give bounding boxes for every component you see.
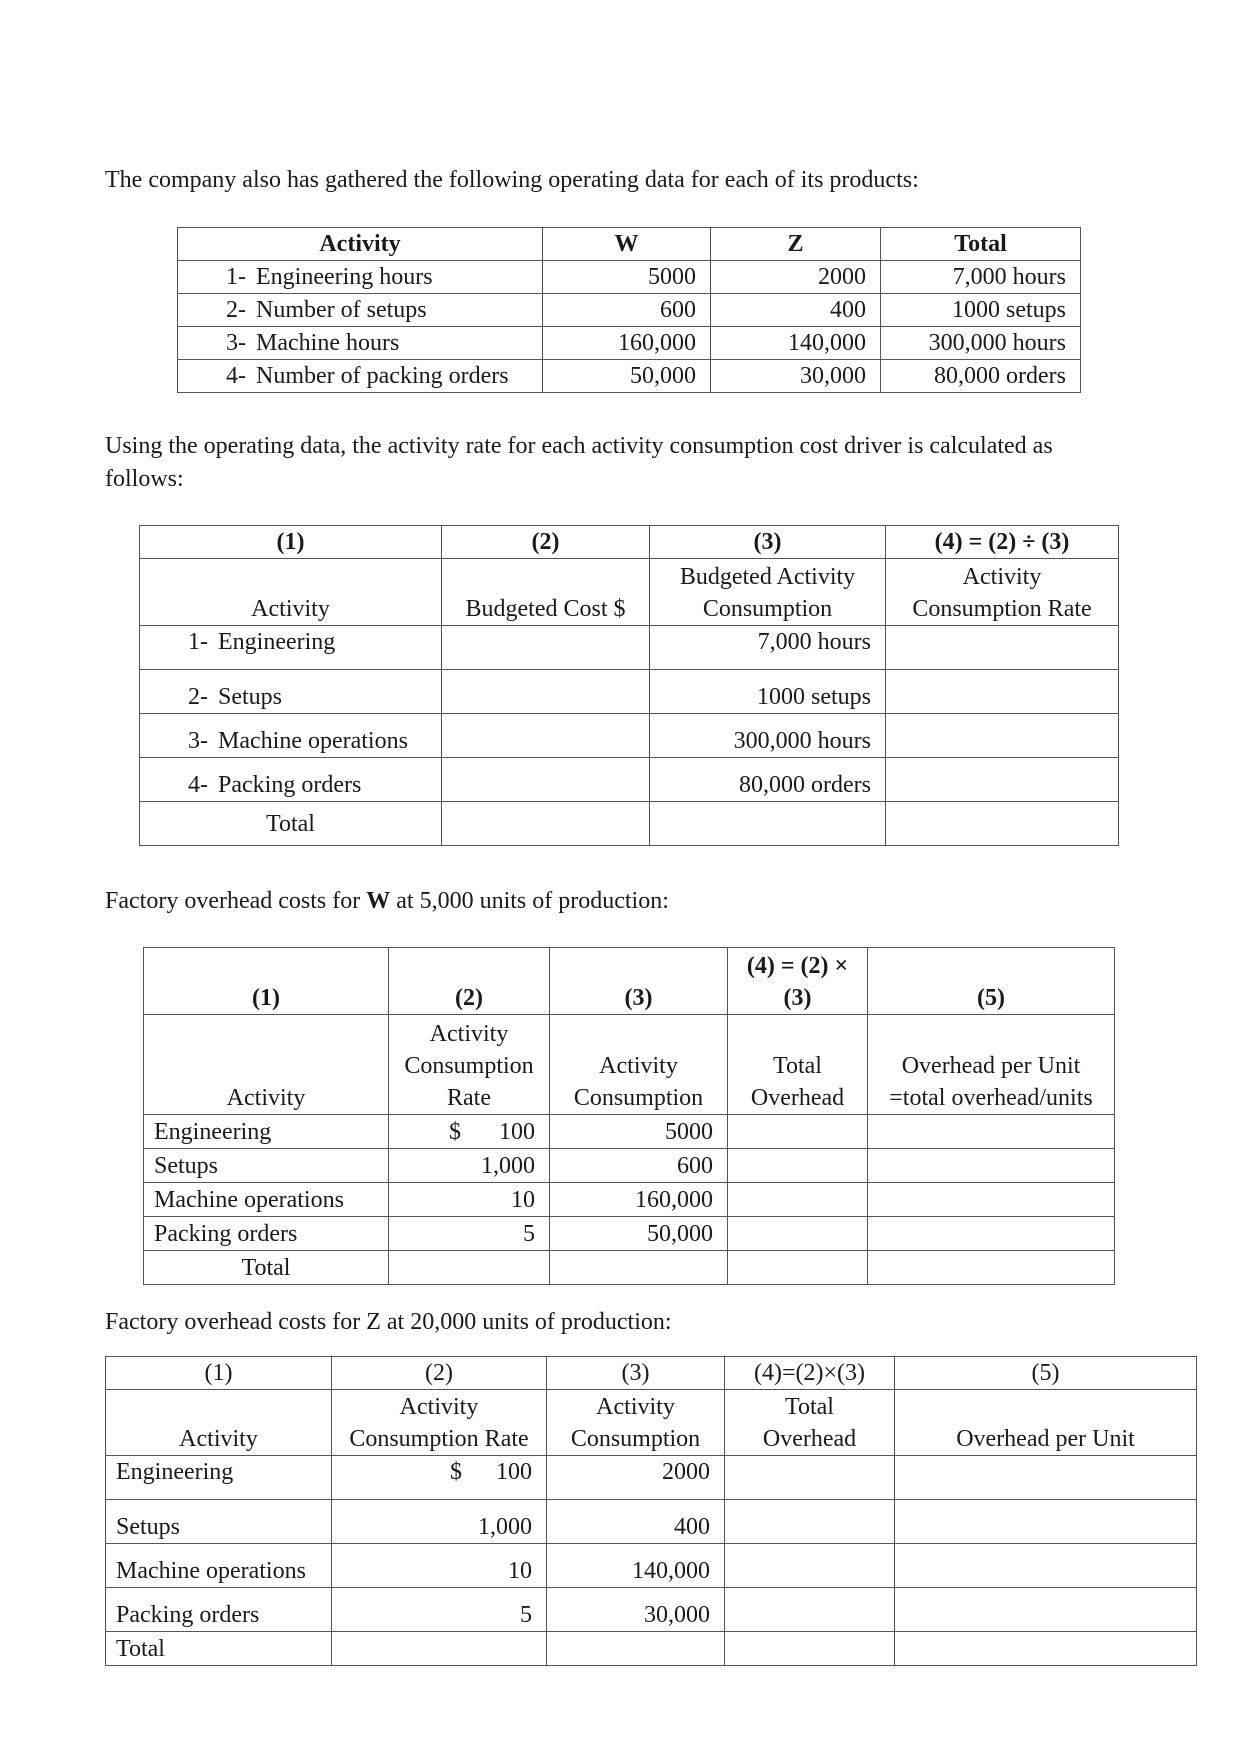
rate-value: 5: [389, 1217, 550, 1251]
rate-cell: [886, 626, 1119, 670]
total-label: Total: [140, 802, 442, 846]
table-row: [144, 1115, 1115, 1149]
header-rate: Activity Consumption Rate: [332, 1390, 547, 1456]
rate-value: 1,000: [389, 1149, 550, 1183]
row-number: 2-: [188, 684, 208, 710]
consumption-value: 300,000 hours: [650, 714, 886, 758]
activity-name: Engineering hours: [256, 264, 433, 290]
table-row: [106, 1632, 1197, 1666]
activity-name: Setups: [106, 1500, 332, 1544]
activity-name: Machine operations: [218, 728, 408, 754]
row-number: 4-: [188, 772, 208, 798]
z-heading: Factory overhead costs for Z at 20,000 units of production:: [105, 1309, 672, 1335]
row-number: 1-: [226, 264, 246, 290]
consumption-value: 600: [550, 1149, 728, 1183]
header-consumption-rate: Activity Consumption Rate: [886, 559, 1119, 626]
activity-name: Packing orders: [218, 772, 362, 798]
z-value: 2000: [711, 261, 881, 294]
consumption-value: 2000: [547, 1456, 725, 1500]
total-label: Total: [144, 1251, 389, 1285]
header-consumption: Activity Consumption: [550, 1015, 728, 1115]
col-num-2: (2): [442, 526, 650, 559]
header-overhead-per-unit: Overhead per Unit =total overhead/units: [868, 1015, 1115, 1115]
col-num-5: (5): [895, 1357, 1197, 1390]
activity-name: Machine operations: [144, 1183, 389, 1217]
w-value: 600: [543, 294, 711, 327]
activity-name: Setups: [218, 684, 283, 710]
w-value: 5000: [543, 261, 711, 294]
header-w: W: [543, 228, 711, 261]
table-row: [140, 670, 1119, 714]
table-row: [178, 294, 1081, 327]
budgeted-cost-cell: [442, 758, 650, 802]
rate-value: 5: [332, 1588, 547, 1632]
table-row: [144, 1149, 1115, 1183]
header-total-overhead: Total Overhead: [728, 1015, 868, 1115]
rate-value: $ 100: [389, 1115, 550, 1149]
row-number: 2-: [226, 297, 246, 323]
w-heading: Factory overhead costs for W at 5,000 units of production:: [105, 888, 669, 914]
rate-intro-line2: follows:: [105, 466, 184, 492]
col-num-1: (1): [144, 948, 389, 1015]
header-rate: Activity Consumption Rate: [389, 1015, 550, 1115]
rate-cell: [886, 758, 1119, 802]
activity-name: Engineering: [106, 1456, 332, 1500]
row-number: 1-: [188, 629, 208, 655]
col-num-4: (4)=(2)×(3): [725, 1357, 895, 1390]
col-num-3: (3): [550, 948, 728, 1015]
header-activity: Activity: [178, 228, 543, 261]
budgeted-cost-cell: [442, 670, 650, 714]
row-number: 4-: [226, 363, 246, 389]
consumption-value: 160,000: [550, 1183, 728, 1217]
col-num-4: (4) = (2) × (3): [728, 948, 868, 1015]
row-number: 3-: [188, 728, 208, 754]
operating-data-table: [177, 227, 1081, 393]
consumption-value: 7,000 hours: [650, 626, 886, 670]
activity-name: Setups: [144, 1149, 389, 1183]
header-total-overhead: Total Overhead: [725, 1390, 895, 1456]
activity-name: Packing orders: [144, 1217, 389, 1251]
col-num-5: (5): [868, 948, 1115, 1015]
col-num-4: (4) = (2) ÷ (3): [886, 526, 1119, 559]
z-value: 140,000: [711, 327, 881, 360]
table-row: [144, 1251, 1115, 1285]
table-row: [106, 1456, 1197, 1500]
header-z: Z: [711, 228, 881, 261]
overhead-w-table: [143, 947, 1115, 1285]
header-budgeted-cost: Budgeted Cost $: [442, 559, 650, 626]
rate-cell: [886, 714, 1119, 758]
table-row: [144, 1217, 1115, 1251]
table-row: [140, 626, 1119, 670]
header-activity: Activity: [106, 1390, 332, 1456]
activity-name: Engineering: [218, 629, 336, 655]
col-num-2: (2): [389, 948, 550, 1015]
header-total: Total: [881, 228, 1081, 261]
col-num-3: (3): [650, 526, 886, 559]
activity-rate-table: [139, 525, 1119, 846]
consumption-value: 400: [547, 1500, 725, 1544]
table-row: [144, 1183, 1115, 1217]
intro-text: The company also has gathered the following operating data for each of its products:: [105, 167, 919, 193]
total-value: 1000 setups: [881, 294, 1081, 327]
table-row: [140, 758, 1119, 802]
overhead-z-table: [105, 1356, 1197, 1666]
table-row: [140, 714, 1119, 758]
table-row: [106, 1588, 1197, 1632]
rate-value: $ 100: [332, 1456, 547, 1500]
budgeted-cost-cell: [442, 714, 650, 758]
header-activity: Activity: [140, 559, 442, 626]
w-value: 50,000: [543, 360, 711, 393]
activity-name: Engineering: [144, 1115, 389, 1149]
consumption-value: 80,000 orders: [650, 758, 886, 802]
col-num-1: (1): [140, 526, 442, 559]
table-row: [106, 1500, 1197, 1544]
table-row: [178, 261, 1081, 294]
activity-name: Packing orders: [106, 1588, 332, 1632]
table-row: [140, 802, 1119, 846]
z-value: 30,000: [711, 360, 881, 393]
consumption-value: 140,000: [547, 1544, 725, 1588]
header-budgeted-consumption: Budgeted Activity Consumption: [650, 559, 886, 626]
consumption-value: 50,000: [550, 1217, 728, 1251]
total-value: 7,000 hours: [881, 261, 1081, 294]
col-num-1: (1): [106, 1357, 332, 1390]
rate-value: 10: [389, 1183, 550, 1217]
rate-cell: [886, 670, 1119, 714]
z-value: 400: [711, 294, 881, 327]
header-consumption: Activity Consumption: [547, 1390, 725, 1456]
table-row: [106, 1544, 1197, 1588]
budgeted-cost-cell: [442, 626, 650, 670]
total-value: 80,000 orders: [881, 360, 1081, 393]
rate-value: 1,000: [332, 1500, 547, 1544]
rate-value: 10: [332, 1544, 547, 1588]
consumption-value: 30,000: [547, 1588, 725, 1632]
activity-name: Number of packing orders: [256, 363, 509, 389]
w-value: 160,000: [543, 327, 711, 360]
row-number: 3-: [226, 330, 246, 356]
activity-name: Machine hours: [256, 330, 400, 356]
rate-intro-line1: Using the operating data, the activity rate for each activity consumption cost driver is calculated as: [105, 433, 1053, 459]
table-row: [178, 327, 1081, 360]
col-num-3: (3): [547, 1357, 725, 1390]
activity-name: Number of setups: [256, 297, 427, 323]
header-overhead-per-unit: Overhead per Unit: [895, 1390, 1197, 1456]
col-num-2: (2): [332, 1357, 547, 1390]
consumption-value: 5000: [550, 1115, 728, 1149]
activity-name: Machine operations: [106, 1544, 332, 1588]
total-value: 300,000 hours: [881, 327, 1081, 360]
consumption-value: 1000 setups: [650, 670, 886, 714]
table-row: [178, 360, 1081, 393]
total-label: Total: [106, 1632, 332, 1666]
header-activity: Activity: [144, 1015, 389, 1115]
